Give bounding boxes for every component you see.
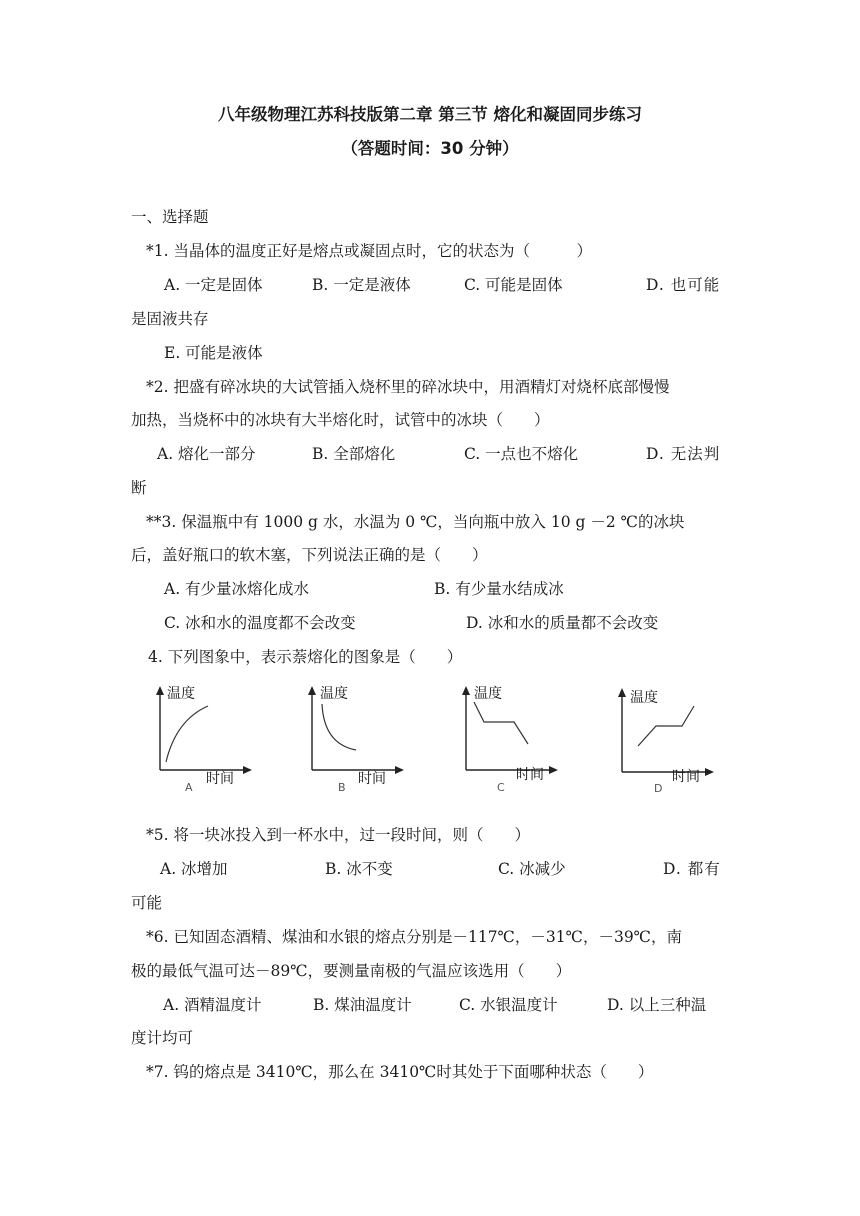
question-2-stem-line-2: 加热，当烧杯中的冰块有大半熔化时，试管中的冰块（ ） [131,411,550,429]
question-3-option-b: B. 有少量水结成冰 [434,580,564,598]
question-1-option-b: B. 一定是液体 [312,276,411,294]
graph-b [302,684,412,802]
graph-a [150,684,260,802]
question-6-stem-line-2: 极的最低气温可达－89℃，要测量南极的气温应该选用（ ） [131,962,572,980]
question-5-option-d-continued: 可能 [131,894,163,912]
question-1-option-c: C. 可能是固体 [464,276,563,294]
question-3-option-c: C. 冰和水的温度都不会改变 [164,614,356,632]
question-1-option-e: E. 可能是液体 [164,344,263,362]
question-2-option-c: C. 一点也不熔化 [464,445,579,463]
question-1-option-d-continued: 是固液共存 [131,310,209,328]
question-2-option-b: B. 全部熔化 [312,445,396,463]
question-6-option-a: A. 酒精温度计 [163,996,262,1014]
question-3-stem-line-1: **3. 保温瓶中有 1000 g 水，水温为 0 ℃，当向瓶中放入 10 g －2 ℃的冰块 [146,513,685,531]
question-6-option-d-continued: 度计均可 [131,1029,194,1047]
page-subtitle: （答题时间：30 分钟） [341,139,519,158]
question-5-option-c: C. 冰减少 [498,860,566,878]
question-2-option-d-continued: 断 [131,479,147,497]
question-4-stem: 4. 下列图象中，表示萘熔化的图象是（ ） [148,648,463,666]
question-5-option-d: D. 都有 [663,860,721,878]
graph-a-x-label: 时间 [206,771,234,787]
question-5-stem: *5. 将一块冰投入到一杯水中，过一段时间，则（ ） [146,826,530,844]
graph-b-y-label: 温度 [320,686,348,702]
question-2-option-d: D. 无法判 [646,445,721,463]
question-3-stem-line-2: 后，盖好瓶口的软木塞，下列说法正确的是（ ） [131,546,488,564]
question-2-stem-line-1: *2. 把盛有碎冰块的大试管插入烧杯里的碎冰块中，用酒精灯对烧杯底部慢慢 [146,378,670,396]
question-1-stem: *1. 当晶体的温度正好是熔点或凝固点时，它的状态为（ ） [146,242,592,260]
graph-a-y-label: 温度 [167,686,195,702]
graph-d-y-label: 温度 [630,690,658,706]
section-heading: 一、选择题 [131,208,209,226]
graph-c-x-label: 时间 [516,767,544,783]
question-3-option-d: D. 冰和水的质量都不会改变 [466,614,659,632]
question-5-option-a: A. 冰增加 [160,860,228,878]
graph-b-letter: B [338,781,346,794]
graph-c-y-label: 温度 [474,686,502,702]
graph-b-x-label: 时间 [358,771,386,787]
graph-c-letter: C [497,781,505,794]
question-5-option-b: B. 冰不变 [325,860,393,878]
question-2-option-a: A. 熔化一部分 [157,445,256,463]
question-6-option-c: C. 水银温度计 [459,996,558,1014]
graph-d [612,686,722,804]
question-6-option-b: B. 煤油温度计 [313,996,412,1014]
page-title: 八年级物理江苏科技版第二章 第三节 熔化和凝固同步练习 [218,105,642,124]
graph-d-letter: D [654,782,663,795]
question-6-option-d: D. 以上三种温 [607,996,707,1014]
question-1-option-a: A. 一定是固体 [164,276,263,294]
question-3-option-a: A. 有少量冰熔化成水 [164,580,310,598]
graph-c [456,684,566,802]
graph-a-letter: A [185,781,193,794]
question-6-stem-line-1: *6. 已知固态酒精、煤油和水银的熔点分别是－117℃，－31℃，－39℃，南 [146,928,683,946]
graph-d-x-label: 时间 [672,769,700,785]
question-1-option-d: D. 也可能 [646,276,721,294]
question-7-stem: *7. 钨的熔点是 3410℃，那么在 3410℃时其处于下面哪种状态（ ） [146,1063,654,1081]
